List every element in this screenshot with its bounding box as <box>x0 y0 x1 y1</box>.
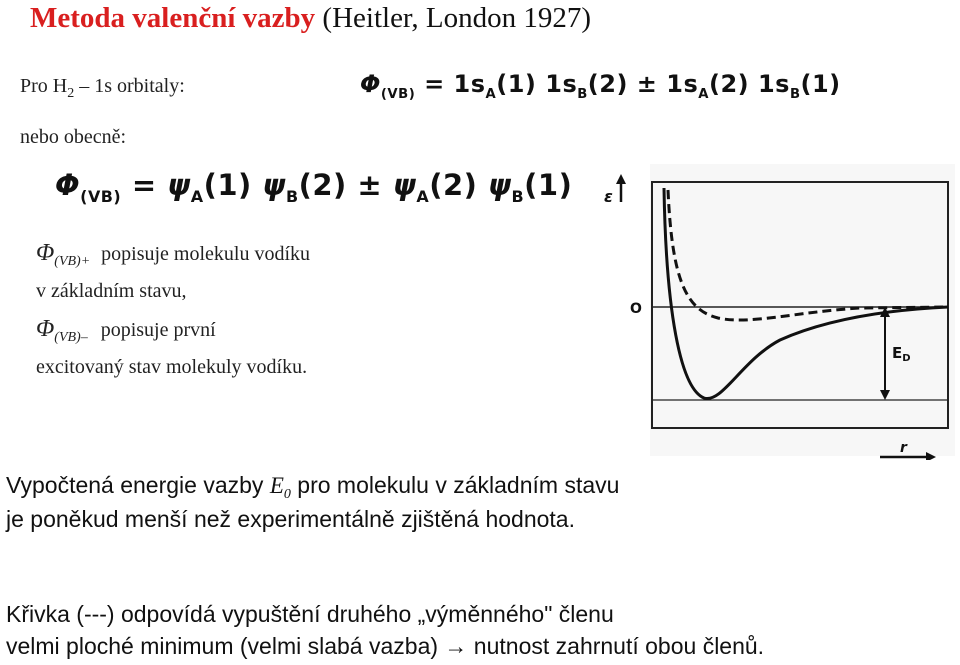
formula-general-a2: A <box>416 186 430 206</box>
formula-h2-t5: (1) <box>800 70 841 98</box>
formula-general <box>55 168 572 206</box>
title-paren: ( <box>322 2 333 34</box>
explanation-plus-line2: v základním stavu, <box>36 280 187 302</box>
energy-note-line2: je poněkud menší než experimentálně zjištěná hodnota. <box>6 506 575 532</box>
phi-minus-symbol: Φ <box>36 316 55 342</box>
explanation-minus-text: popisuje první <box>100 319 216 341</box>
h2-intro <box>20 75 185 102</box>
y-axis-arrow-head <box>616 174 626 184</box>
energy-note-e0-sub: 0 <box>283 487 291 502</box>
arrow-right-icon: → <box>444 633 468 659</box>
explanation-minus-line2: excitovaný stav molekuly vodíku. <box>36 356 308 378</box>
page-title <box>30 2 591 35</box>
formula-h2 <box>360 70 841 102</box>
title-authors: Heitler, London 1927) <box>332 2 592 34</box>
formula-general-t3: (2) <box>429 168 478 202</box>
formula-general-psi3: ψ <box>392 168 417 202</box>
formula-general-psi2: ψ <box>262 168 286 202</box>
formula-h2-a2: A <box>698 86 709 102</box>
formula-general-eq: = <box>131 168 157 202</box>
curve-note-post: nutnost zahrnutí obou členů. <box>467 633 765 659</box>
phi-minus-sub: (VB)– <box>54 330 88 345</box>
formula-h2-t3: (2) ± 1s <box>587 70 699 98</box>
zero-label: O <box>630 301 642 317</box>
phi-plus-symbol: Φ <box>36 240 55 266</box>
formula-h2-a1: A <box>485 86 497 102</box>
formula-general-t1: (1) <box>203 168 252 202</box>
formula-h2-phi: Φ <box>360 70 381 98</box>
formula-general-b2: B <box>511 186 525 206</box>
formula-general-phi: Φ <box>55 168 81 202</box>
formula-h2-b2: B <box>789 86 801 102</box>
energy-note-pre: Vypočtená energie vazby <box>6 472 270 498</box>
phi-plus-sub: (VB)+ <box>54 254 91 269</box>
formula-h2-t4: (2) 1s <box>708 70 790 98</box>
formula-h2-t1: = 1s <box>424 70 486 98</box>
title-method: Metoda valenční vazby <box>30 2 316 34</box>
formula-general-sub: (VB) <box>80 186 122 206</box>
y-axis-label: ε <box>604 187 613 206</box>
h2-intro-sub: 2 <box>67 86 75 101</box>
explanation-plus <box>36 240 310 270</box>
formula-general-psi4: ψ <box>487 168 512 202</box>
ed-label-sub: D <box>902 353 911 364</box>
x-axis-label: r <box>900 440 907 456</box>
h2-intro-post: – 1s orbitaly: <box>79 75 185 97</box>
curve-note-pre: velmi ploché minimum (velmi slabá vazba) <box>6 633 439 659</box>
energy-note-e0: E <box>269 473 284 498</box>
formula-general-b1: B <box>285 186 299 206</box>
formula-general-a1: A <box>190 186 204 206</box>
energy-note-post: pro molekulu v základním stavu <box>290 472 620 498</box>
curve-note-line1: Křivka (---) odpovídá vypuštění druhého „výměnného" členu <box>6 601 614 627</box>
formula-general-psi1: ψ <box>167 168 191 202</box>
ed-label-main: E <box>892 344 903 362</box>
formula-h2-sub: (VB) <box>380 86 416 102</box>
potential-energy-diagram <box>600 160 960 460</box>
formula-h2-t2: (1) 1s <box>496 70 578 98</box>
formula-h2-b1: B <box>577 86 588 102</box>
general-label: nebo obecně: <box>20 126 127 148</box>
energy-note-line1 <box>6 472 619 503</box>
formula-general-t4: (1) <box>524 168 573 202</box>
explanation-minus <box>36 316 216 346</box>
formula-general-t2: (2) ± <box>298 168 383 202</box>
curve-note-line2 <box>6 633 764 660</box>
h2-intro-pre: Pro H <box>20 75 68 97</box>
explanation-plus-text: popisuje molekulu vodíku <box>101 243 311 265</box>
